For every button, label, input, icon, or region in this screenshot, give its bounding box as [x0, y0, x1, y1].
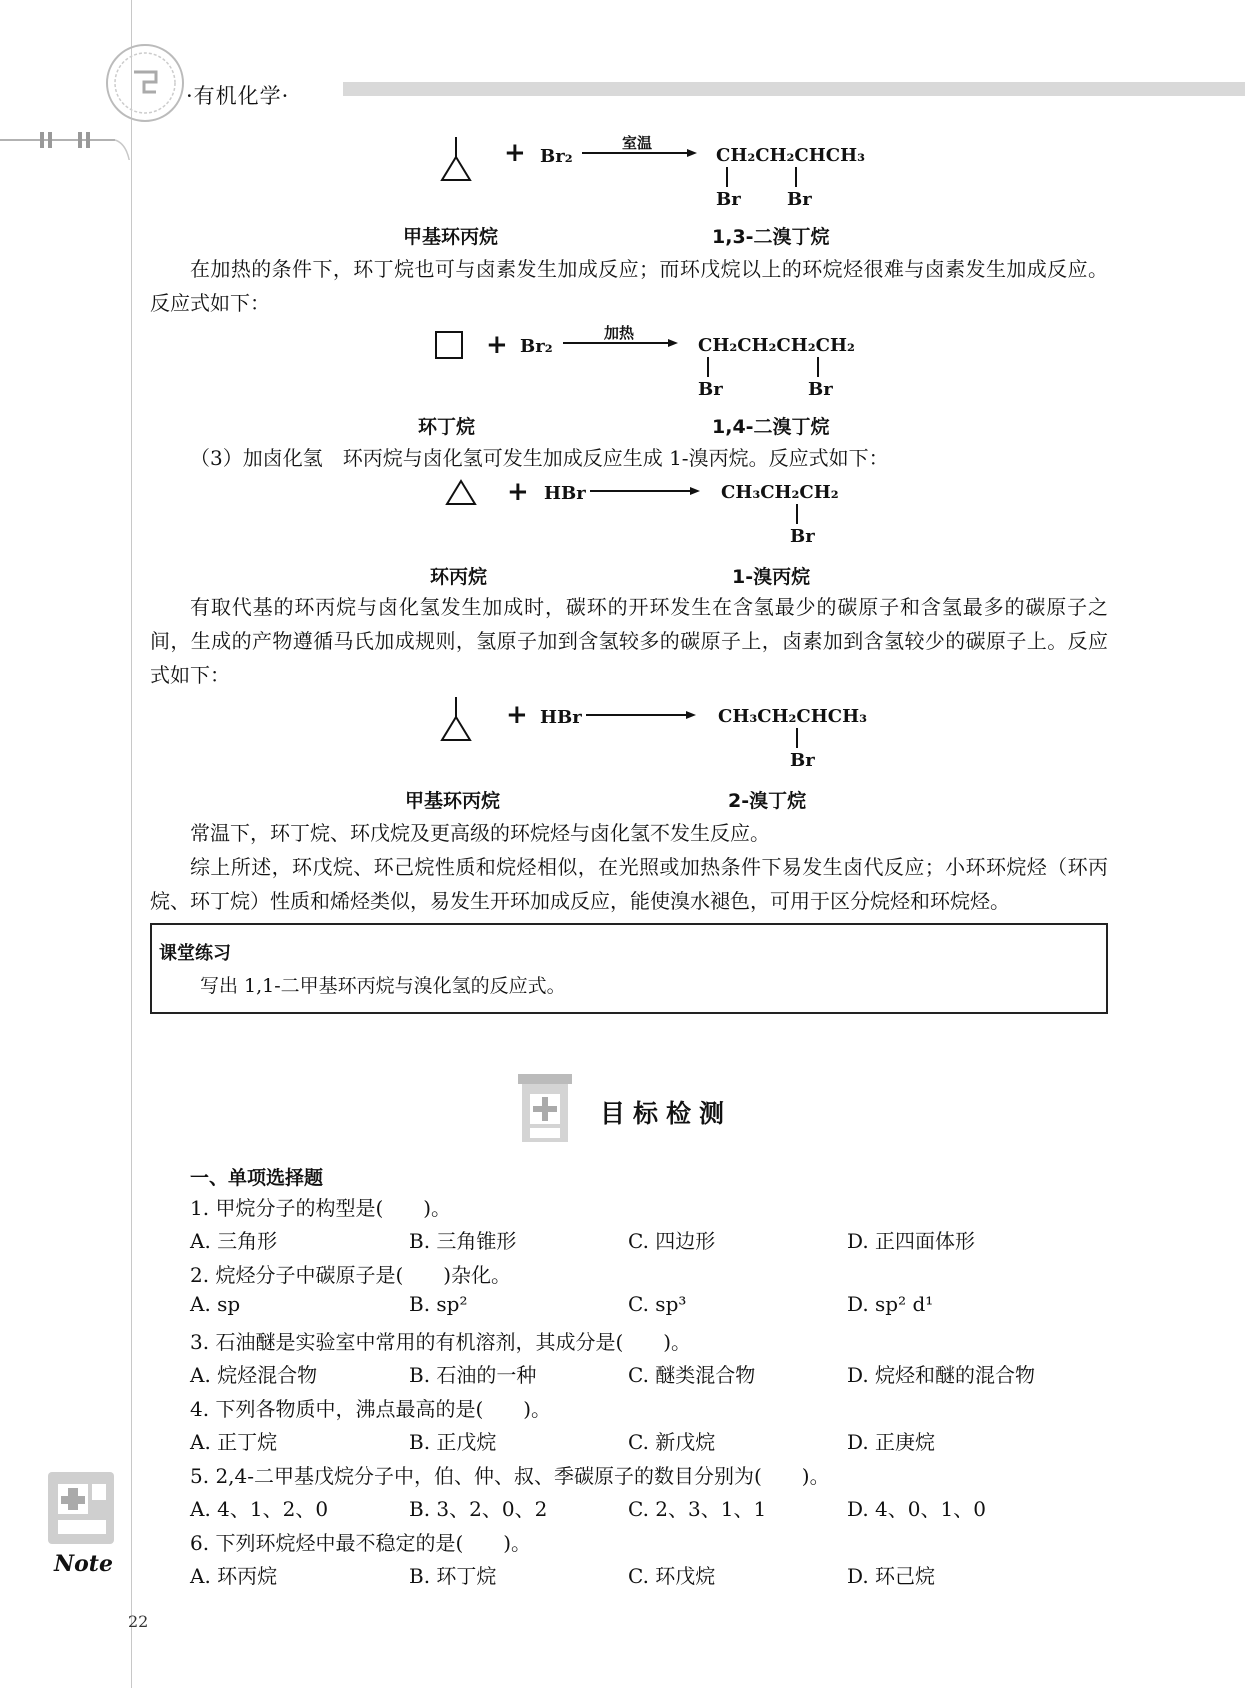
- reactant-name: 甲基环丙烷: [405, 790, 501, 812]
- option-c: C. sp³: [628, 1292, 687, 1316]
- quiz-heading: 一、单项选择题: [190, 1167, 324, 1189]
- option-b: B. 3、2、0、2: [409, 1497, 548, 1521]
- arrow-condition: 室温: [622, 134, 653, 152]
- paragraph: 有取代基的环丙烷与卤化氢发生加成时，碳环的开环发生在含氢最少的碳原子和含氢最多的碳原子之间，生成的产物遵循马氏加成规则，氢原子加到含氢较多的碳原子上，卤素加到含氢较少的碳原子上。反应式如下：: [150, 595, 1108, 687]
- reaction-arrow-icon: [590, 486, 700, 496]
- question-text: 6. 下列环烷烃中最不稳定的是( )。: [190, 1531, 532, 1555]
- option-d: D. 环己烷: [847, 1564, 936, 1588]
- plus-sign: +: [506, 700, 528, 730]
- reaction-arrow-icon: [582, 148, 697, 158]
- option-a: A. 烷烃混合物: [190, 1363, 318, 1387]
- margin-rule: [131, 0, 132, 1688]
- paragraph: 在加热的条件下，环丁烷也可与卤素发生加成反应；而环戊烷以上的环烷烃很难与卤素发生加成反应。反应式如下：: [150, 257, 1108, 315]
- question-item: [190, 1393, 1110, 1460]
- clipboard-icon: [516, 1072, 574, 1144]
- cyclobutane-structure: [434, 330, 466, 362]
- option-d: D. 烷烃和醚的混合物: [847, 1363, 1036, 1387]
- reactant-name: 甲基环丙烷: [403, 226, 499, 248]
- header-bar: [343, 82, 1245, 96]
- reactant-name: 环丙烷: [430, 566, 488, 588]
- product-name: 2-溴丁烷: [728, 790, 807, 812]
- question-text: 5. 2,4-二甲基戊烷分子中，伯、仲、叔、季碳原子的数目分别为( )。: [190, 1464, 830, 1488]
- plus-sign: +: [504, 138, 526, 168]
- paragraph: （3）加卤化氢 环丙烷与卤化氢可发生加成反应生成 1-溴丙烷。反应式如下：: [190, 446, 889, 470]
- option-a: A. sp: [190, 1292, 241, 1316]
- plus-sign: +: [486, 330, 508, 360]
- option-a: A. 环丙烷: [190, 1564, 278, 1588]
- question-item: [190, 1326, 1110, 1393]
- bond: [726, 167, 728, 187]
- bond: [796, 504, 798, 524]
- option-c: C. 2、3、1、1: [628, 1497, 767, 1521]
- question-item: [190, 1460, 1110, 1527]
- bond: [817, 357, 819, 377]
- bond: [707, 357, 709, 377]
- question-item: [190, 1527, 1110, 1594]
- option-d: D. 正四面体形: [847, 1229, 976, 1253]
- product-name: 1-溴丙烷: [732, 566, 811, 588]
- product-name: 1,4-二溴丁烷: [712, 416, 830, 438]
- option-a: A. 4、1、2、0: [190, 1497, 329, 1521]
- option-d: D. 4、0、1、0: [847, 1497, 986, 1521]
- margin-ornament: [0, 120, 140, 160]
- product-formula: CH₃CH₂CHCH₃: [718, 706, 867, 727]
- methylcyclopropane-structure: [437, 135, 477, 185]
- question-text: 4. 下列各物质中，沸点最高的是( )。: [190, 1397, 552, 1421]
- question-item: [190, 1259, 1110, 1326]
- reactant-name: 环丁烷: [418, 416, 476, 438]
- bromine: Br: [716, 189, 741, 210]
- paragraph: 综上所述，环戊烷、环己烷性质和烷烃相似，在光照或加热条件下易发生卤代反应；小环环烷烃（环丙烷、环丁烷）性质和烯烃类似，易发生开环加成反应，能使溴水褪色，可用于区分烷烃和环烷烃。: [150, 855, 1108, 913]
- bromine: Br: [790, 526, 815, 547]
- product-name: 1,3-二溴丁烷: [712, 226, 830, 248]
- reagent: Br₂: [520, 336, 553, 357]
- question-text: 1. 甲烷分子的构型是( )。: [190, 1196, 452, 1220]
- plus-sign: +: [507, 477, 529, 507]
- question-item: [190, 1192, 1110, 1259]
- question-list: [190, 1192, 1110, 1594]
- product-formula: CH₂CH₂CHCH₃: [716, 145, 865, 166]
- reagent: HBr: [540, 707, 582, 728]
- option-b: B. 环丁烷: [409, 1564, 497, 1588]
- option-a: A. 正丁烷: [190, 1430, 278, 1454]
- bromine: Br: [698, 379, 723, 400]
- option-b: B. 三角锥形: [409, 1229, 517, 1253]
- bond: [796, 728, 798, 748]
- option-c: C. 醚类混合物: [628, 1363, 756, 1387]
- bromine: Br: [790, 750, 815, 771]
- option-c: C. 新戊烷: [628, 1430, 716, 1454]
- bond: [795, 167, 797, 187]
- option-c: C. 四边形: [628, 1229, 716, 1253]
- header-title: ·有机化学·: [186, 84, 290, 108]
- practice-title: 课堂练习: [159, 943, 231, 964]
- section-title: 目标检测: [600, 1099, 733, 1128]
- product-formula: CH₂CH₂CH₂CH₂: [698, 335, 855, 356]
- practice-text: 写出 1,1-二甲基环丙烷与溴化氢的反应式。: [200, 975, 566, 997]
- cyclopropane-structure: [444, 478, 478, 508]
- option-a: A. 三角形: [190, 1229, 278, 1253]
- bromine: Br: [787, 189, 812, 210]
- product-formula: CH₃CH₂CH₂: [721, 482, 839, 503]
- methylcyclopropane-structure: [437, 695, 477, 745]
- question-text: 2. 烷烃分子中碳原子是( )杂化。: [190, 1263, 512, 1287]
- option-c: C. 环戊烷: [628, 1564, 716, 1588]
- reagent: Br₂: [540, 146, 573, 167]
- option-d: D. 正庚烷: [847, 1430, 936, 1454]
- option-b: B. 石油的一种: [409, 1363, 537, 1387]
- paragraph: 常温下，环丁烷、环戊烷及更高级的环烷烃与卤化氢不发生反应。: [190, 821, 770, 845]
- arrow-condition: 加热: [604, 324, 635, 342]
- reaction-arrow-icon: [563, 338, 678, 348]
- option-b: B. 正戊烷: [409, 1430, 497, 1454]
- bromine: Br: [808, 379, 833, 400]
- practice-box: [150, 923, 1108, 1014]
- page-number: 22: [128, 1612, 149, 1631]
- question-text: 3. 石油醚是实验室中常用的有机溶剂，其成分是( )。: [190, 1330, 692, 1354]
- reagent: HBr: [544, 483, 586, 504]
- note-label: Note: [54, 1551, 113, 1577]
- option-d: D. sp² d¹: [847, 1292, 934, 1316]
- logo-icon: [104, 42, 186, 124]
- reaction-arrow-icon: [586, 710, 696, 720]
- option-b: B. sp²: [409, 1292, 468, 1316]
- note-icon: [46, 1470, 118, 1546]
